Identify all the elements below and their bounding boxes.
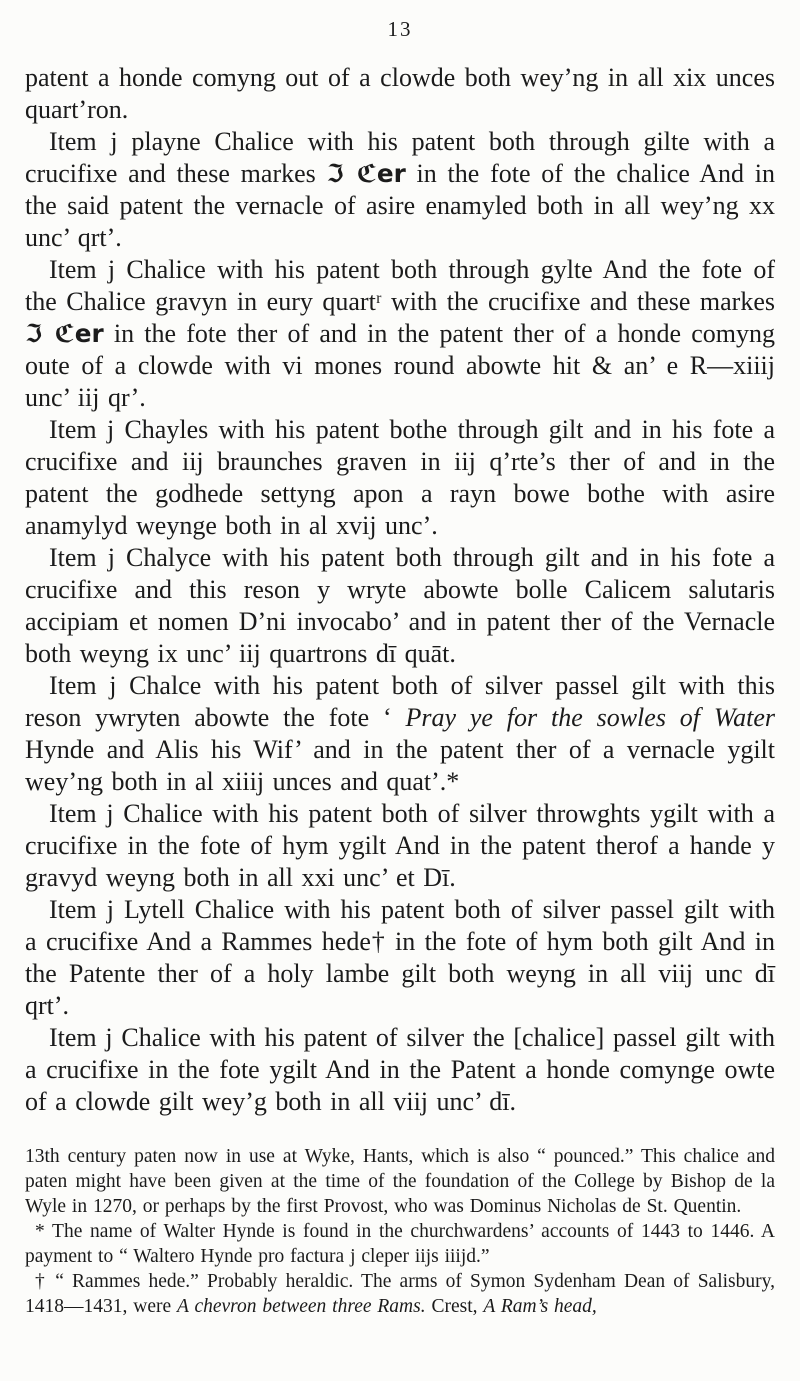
- paragraph: [25, 62, 775, 126]
- text-segment: A Ram’s head,: [483, 1296, 597, 1317]
- text-segment: * The name of Walter Hynde is found in the churchwardens’ accounts of 1443 to 1446. A payment to “ Waltero Hynde pro factura j cleper iijs iiijd.”: [25, 1221, 775, 1267]
- text-segment: Item j Chalice with his patent both of silver throwghts ygilt with a crucifixe in the fote of hym ygilt And in the patent therof a hande y gravyd weyng both in all xxi unc’ et Dī.: [25, 799, 775, 892]
- text-segment: Item j Lytell Chalice with his patent both of silver passel gilt with a crucifixe And a Rammes hede† in the fote of hym both gilt And in the Patente ther of a holy lambe gilt both weyng in all viij unc dī qrt’.: [25, 895, 775, 1020]
- paragraph: [25, 542, 775, 670]
- paragraph: [25, 254, 775, 414]
- text-segment: Crest,: [425, 1296, 484, 1317]
- footnote: [25, 1219, 775, 1269]
- text-segment: Item j Chalce with his patent both of silver passel gilt with this reson ywryten abowte the fote ‘: [25, 671, 775, 732]
- makers-mark: ℑ ℭer: [326, 159, 406, 188]
- footnote: [25, 1144, 775, 1219]
- footnote: [25, 1269, 775, 1319]
- paragraph: [25, 126, 775, 254]
- paragraph: [25, 414, 775, 542]
- body-text: [25, 62, 775, 1118]
- text-segment: patent a honde comyng out of a clowde both wey’ng in all xix unces quart’ron.: [25, 63, 775, 124]
- text-segment: in the fote ther of and in the patent ther of a honde comyng oute of a clowde with vi mones round abowte hit & an’ e R—xiiij unc’ iij qr’.: [25, 319, 775, 412]
- paragraph: [25, 798, 775, 894]
- text-segment: Pray ye for the sowles of Water: [405, 703, 775, 732]
- text-segment: Item j Chayles with his patent bothe through gilt and in his fote a crucifixe and iij braunches graven in iij q’rte’s ther of and in the patent the godhede settyng apon a rayn bowe bothe with asire anamylyd weynge both in al xvij unc’.: [25, 415, 775, 540]
- text-segment: Item j Chalice with his patent of silver the [chalice] passel gilt with a crucifixe in the fote ygilt And in the Patent a honde comynge owte of a clowde gilt wey’g both in all viij unc’ dī.: [25, 1023, 775, 1116]
- makers-mark: ℑ ℭer: [25, 319, 104, 348]
- paragraph: [25, 1022, 775, 1118]
- text-segment: † “ Rammes hede.” Probably heraldic. The arms of Symon Sydenham Dean of Salisbury, 1418—1431, were: [25, 1271, 775, 1317]
- text-segment: Item j Chalyce with his patent both through gilt and in his fote a crucifixe and this reson y wryte abowte bolle Calicem salutaris accipiam et nomen D’ni invocabo’ and in patent ther of the Vernacle both weyng ix unc’ iij quartrons dī quāt.: [25, 543, 775, 668]
- text-segment: Item j playne Chalice with his patent both through gilte with a crucifixe and these markes: [25, 127, 775, 188]
- paragraph: [25, 670, 775, 798]
- footnotes: [25, 1144, 775, 1319]
- text-segment: Hynde and Alis his Wif’ and in the patent ther of a vernacle ygilt wey’ng both in al xiiij unces and quat’.*: [25, 735, 775, 796]
- text-segment: in the fote of the chalice And in the said patent the vernacle of asire enamyled both in all wey’ng xx unc’ qrt’.: [25, 159, 775, 252]
- text-segment: A chevron between three Rams.: [177, 1296, 426, 1317]
- page-number: 13: [387, 17, 413, 41]
- text-segment: 13th century paten now in use at Wyke, Hants, which is also “ pounced.” This chalice and paten might have been given at the time of the foundation of the College by Bishop de la Wyle in 1270, or perhaps by the first Provost, who was Dominus Nicholas de St. Quentin.: [25, 1146, 775, 1217]
- text-segment: Item j Chalice with his patent both through gylte And the fote of the Chalice gravyn in eury quartʳ with the crucifixe and these markes: [25, 255, 775, 316]
- paragraph: [25, 894, 775, 1022]
